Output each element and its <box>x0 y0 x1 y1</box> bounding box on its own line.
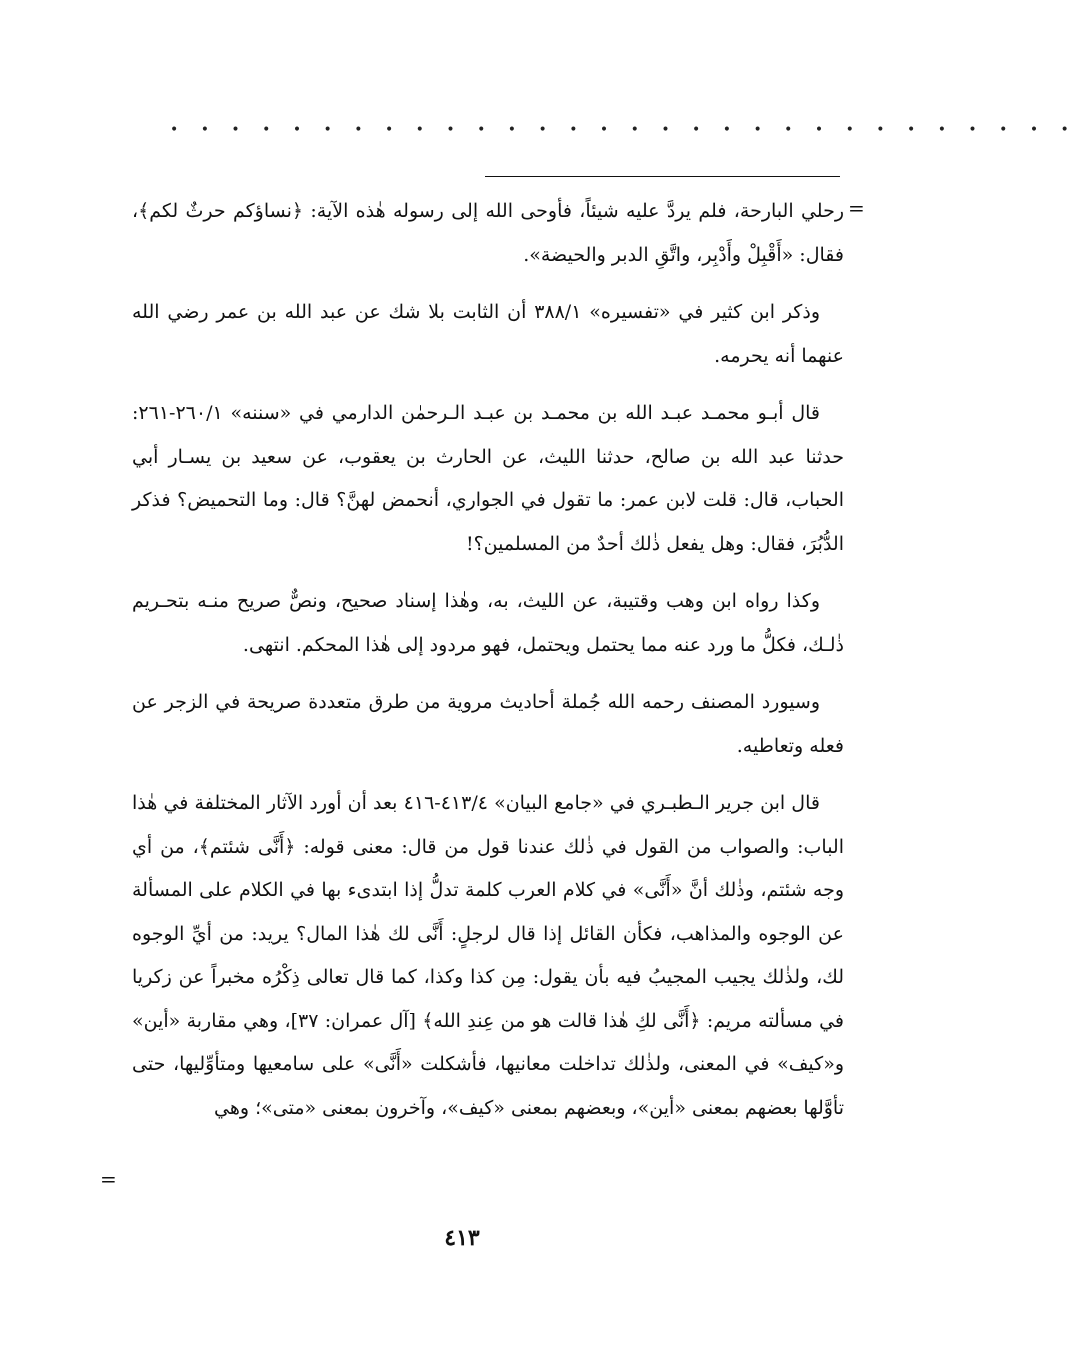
paragraph-6: قال ابن جرير الـطبـري في «جامع البيان» ٤١٣/٤-٤١٦ بعد أن أورد الآثار المختلفة في هٰذا الباب: والصواب من القول في ذٰلك عندنا قول من قال: معنى قوله: ﴿أَنَّى شئتم﴾، من أي وجه شئتم، وذٰلك أنَّ «أَنَّى» في كلام العرب كلمة تدلُّ إذا ابتدىء بها في الكلام على المسألة عن الوجوه والمذاهب، فكأن القائل إذا قال لرجلٍ: أَنَّى لك هٰذا المال؟ يريد: من أيِّ الوجوه لك، ولذٰلك يجيب المجيبُ فيه بأن يقول: مِن كذا وكذا، كما قال تعالى ذِكْرُه مخبراً عن زكريا في مسألته مريم: ﴿أَنَّى لكِ هٰذا قالت هو من عِندِ الله﴾ [آل عمران: ٣٧]، وهي مقاربة «أين» و«كيف» في المعنى، ولذٰلك تداخلت معانيها، فأشكلت «أَنَّى» على سامعيها ومتأوِّليها، حتى تأوَّلها بعضهم بمعنى «أين»، وبعضهم بمعنى «كيف»، وآخرون بمعنى «متى»؛ وهي <box>132 792 844 1119</box>
paragraph-1: رحلي البارحة، فلم يردَّ عليه شيئاً، فأوحى الله إلى رسوله هٰذه الآية: ﴿نساؤكم حرثٌ لكم﴾، فقال: «أَقْبِلْ وأَدْبِر، واتَّقِ الدبر والحيضة». <box>132 200 844 266</box>
footnote-text-body <box>132 190 844 1144</box>
footnote-separator-rule <box>485 176 840 177</box>
paragraph-3: قال أبـو محمـد عبـد الله بن محمـد بن عبـد الـرحمٰن الدارمي في «سننه» ٢٦٠/١-٢٦١: حدثنا عبد الله بن صالح، حدثنا الليث، عن الحارث بن يعقوب، عن سعيد بن يسـار أبي الحباب، قال: قلت لابن عمر: ما تقول في الجواري، أنحمض لهنَّ؟ قال: وما التحميض؟ فذكر الدُّبُرَ، فقال: وهل يفعل ذٰلك أحدٌ من المسلمين؟! <box>132 402 844 555</box>
paragraph-5: وسيورد المصنف رحمه الله جُملة أحاديث مروية من طرق متعددة صريحة في الزجر عن فعله وتعاطيه. <box>132 691 844 757</box>
continuation-mark-bottom: = <box>100 1167 117 1191</box>
header-dots: • • • • • • • • • • • • • • • • • • • • • • • • • • • • • • <box>170 122 1078 138</box>
continuation-mark-top: = <box>848 196 865 220</box>
paragraph-2: وذكر ابن كثير في «تفسيره» ٣٨٨/١ أن الثابت بلا شك عن عبد الله بن عمر رضي الله عنهما أنه يحرمه. <box>132 301 844 367</box>
page-number: ٤١٣ <box>444 1225 480 1251</box>
paragraph-4: وكذا رواه ابن وهب وقتيبة، عن الليث، به، وهٰذا إسناد صحيح، ونصٌّ صريح منـه بتحـريم ذٰلـك، فكلُّ ما ورد عنه مما يحتمل ويحتمل، فهو مردود إلى هٰذا المحكم. انتهى. <box>132 590 844 656</box>
